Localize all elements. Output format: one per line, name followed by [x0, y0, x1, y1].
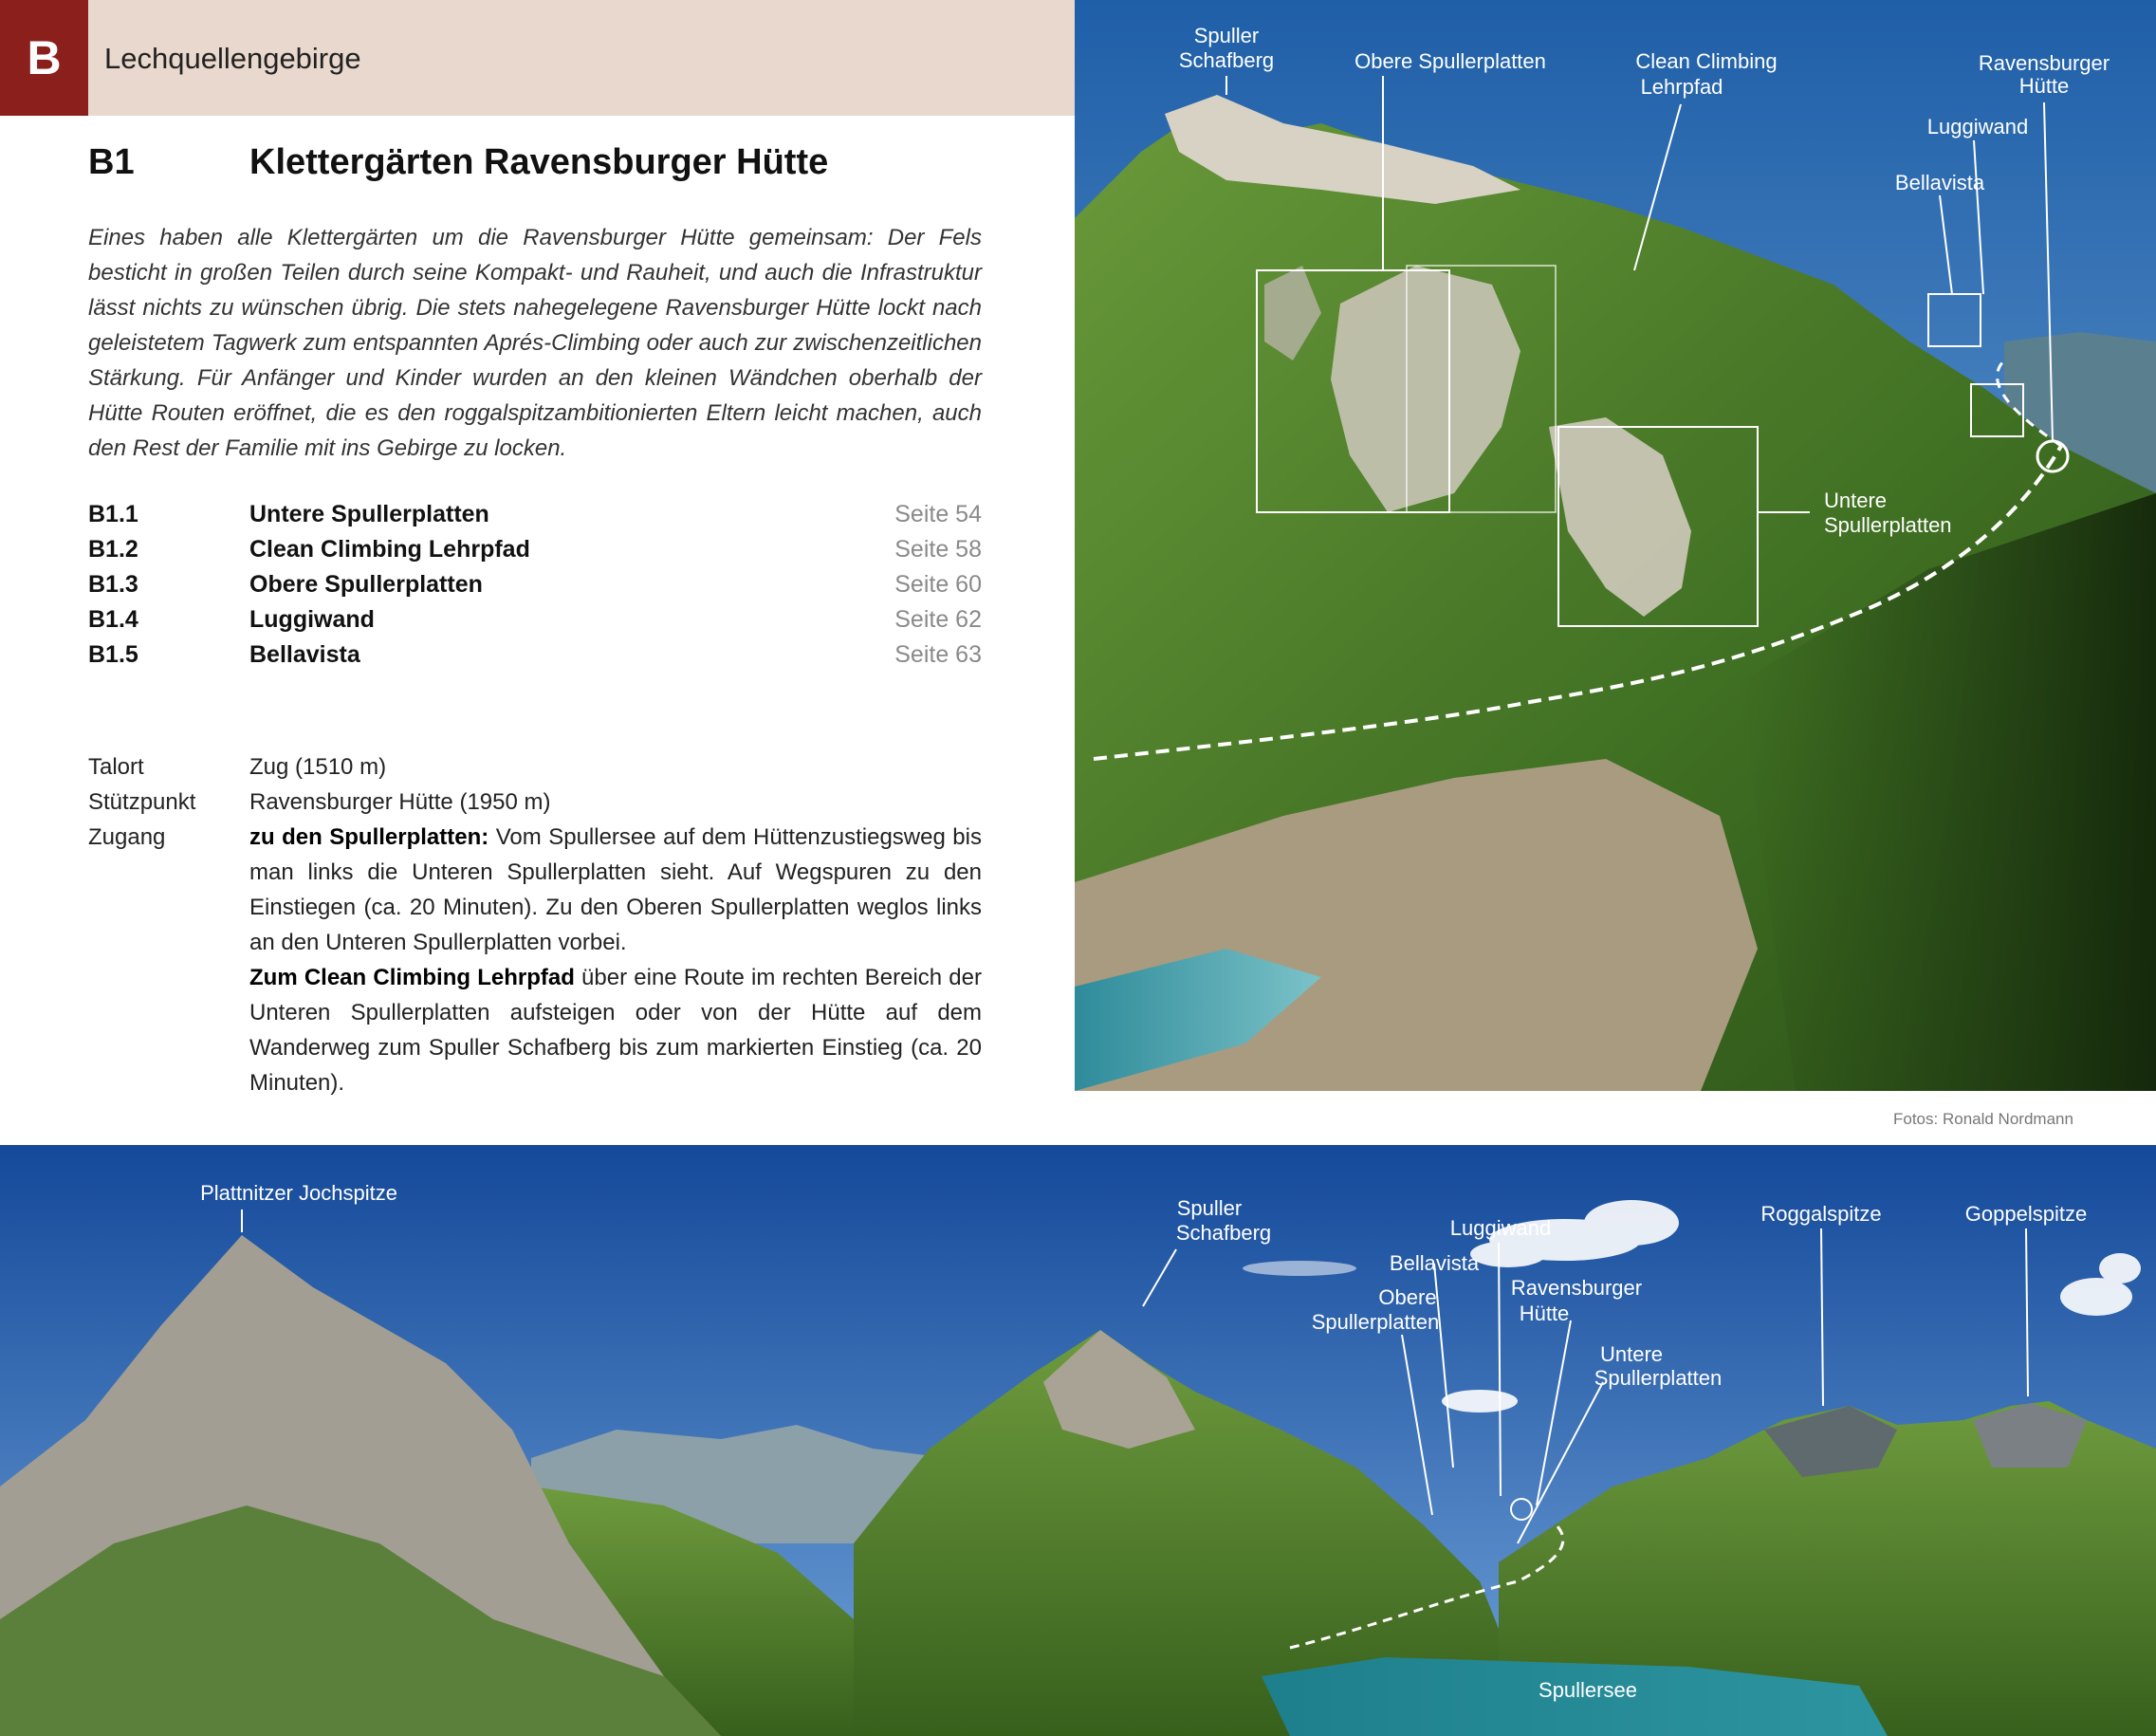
list-item-name: Untere Spullerplatten	[249, 501, 489, 527]
zugang-text-1: Vom Spullersee auf dem Hüttenzustiegsweg bis man links die Unteren Spullerplatten sieht. Auf Wegspuren zu den Einstiegen (ca. 20 Minuten). Zu den Oberen Spullerplatten weglos links an den Unteren Spullerplatten vorbei.	[249, 824, 982, 955]
zugang-heading-1: zu den Spullerplatten:	[249, 824, 489, 850]
list-item-name: Clean Climbing Lehrpfad	[249, 536, 530, 563]
label-untere-spullerplatten: Untere	[1824, 489, 1888, 512]
list-item-page: Seite 54	[894, 501, 982, 527]
list-item-page: Seite 60	[894, 571, 982, 598]
list-item-number: B1.1	[88, 501, 138, 527]
label-bellavista: Bellavista	[1389, 1251, 1480, 1275]
chapter-letter-box	[0, 0, 88, 116]
label-spuller-schafberg: Schafberg	[1178, 48, 1275, 72]
section-number: B1	[88, 142, 135, 182]
list-item-name: Luggiwand	[249, 606, 375, 633]
label-ravensburger-huette: Hütte	[1519, 1302, 1570, 1325]
info-label: Talort	[88, 754, 144, 780]
bottom-panorama-illustration	[0, 1145, 2156, 1736]
crag-list	[88, 501, 982, 676]
info-value	[249, 820, 982, 1100]
label-goppelspitze: Goppelspitze	[1964, 1202, 2088, 1226]
top-photo	[1075, 0, 2156, 1091]
label-luggiwand: Luggiwand	[1926, 115, 2029, 139]
photo-credit: Fotos: Ronald Nordmann	[1893, 1110, 2073, 1128]
label-spuller-schafberg: Spuller	[1176, 1196, 1243, 1220]
list-item	[88, 536, 982, 571]
chapter-header	[0, 0, 1075, 116]
label-untere-spullerplatten: Spullerplatten	[1594, 1366, 1723, 1390]
label-plattnitzer-jochspitze: Plattnitzer Jochspitze	[200, 1181, 397, 1205]
label-luggiwand: Luggiwand	[1449, 1216, 1552, 1240]
list-item-page: Seite 63	[894, 641, 982, 668]
label-obere-spullerplatten: Spullerplatten	[1311, 1310, 1440, 1334]
list-item	[88, 571, 982, 606]
section-title: Klettergärten Ravensburger Hütte	[249, 142, 829, 182]
list-item	[88, 501, 982, 536]
label-clean-climbing: Lehrpfad	[1640, 75, 1723, 99]
zugang-text-2: über eine Route im rechten Bereich der Unteren Spullerplatten aufsteigen oder von der Hütte auf dem Wanderweg zum Spuller Schafberg bis zum markierten Einstieg (ca. 20 Minuten).	[249, 965, 982, 1096]
label-untere-spullerplatten: Untere	[1599, 1342, 1664, 1366]
info-block	[88, 749, 982, 1100]
bottom-panorama	[0, 1145, 2156, 1736]
chapter-title: Lechquellengebirge	[104, 42, 361, 75]
label-bellavista: Bellavista	[1894, 171, 1985, 194]
label-ravensburger-huette: Ravensburger	[1978, 51, 2110, 75]
info-value: Zug (1510 m)	[249, 754, 387, 780]
chapter-letter: B	[27, 31, 62, 84]
list-item-page: Seite 58	[894, 536, 982, 563]
info-row-zugang	[88, 820, 982, 1100]
intro-paragraph: Eines haben alle Klettergärten um die Ravensburger Hütte gemeinsam: Der Fels besticht in großen Teilen durch seine Kompakt- und Rauheit, und auch die Infrastruktur lässt nichts zu wünschen übrig. Die stets nahegelegene Ravensburger Hütte lockt nach geleistetem Tagwerk zum entspannten Aprés-Climbing oder auch zur zwischenzeitlichen Stärkung. Für Anfänger und Kinder wurden an den kleinen Wändchen oberhalb der Hütte Routen eröffnet, die es den roggalspitzambitionierten Eltern leicht machen, auch den Rest der Familie mit ins Gebirge zu locken.	[88, 225, 982, 461]
label-spullersee: Spullersee	[1539, 1678, 1637, 1702]
list-item-number: B1.4	[88, 606, 138, 633]
list-item	[88, 606, 982, 641]
list-item-name: Bellavista	[249, 641, 360, 668]
label-spuller-schafberg: Schafberg	[1175, 1221, 1272, 1245]
list-item-name: Obere Spullerplatten	[249, 571, 483, 598]
list-item-number: B1.3	[88, 571, 138, 598]
info-row-stuetzpunkt	[88, 785, 982, 820]
label-roggalspitze: Roggalspitze	[1760, 1202, 1882, 1226]
info-row-talort	[88, 749, 982, 785]
label-obere-spullerplatten: Obere	[1378, 1285, 1437, 1309]
label-clean-climbing: Clean Climbing	[1635, 49, 1778, 73]
info-label: Zugang	[88, 824, 166, 850]
top-photo-illustration	[1075, 0, 2156, 1091]
info-label: Stützpunkt	[88, 789, 196, 815]
list-item-number: B1.2	[88, 536, 138, 563]
label-ravensburger-huette: Ravensburger	[1510, 1276, 1643, 1300]
list-item	[88, 641, 982, 676]
info-value: Ravensburger Hütte (1950 m)	[249, 789, 551, 815]
list-item-page: Seite 62	[894, 606, 982, 633]
label-ravensburger-huette: Hütte	[2018, 74, 2070, 98]
label-obere-spullerplatten: Obere Spullerplatten	[1354, 49, 1546, 73]
label-untere-spullerplatten: Spullerplatten	[1824, 513, 1952, 537]
label-spuller-schafberg: Spuller	[1193, 24, 1260, 47]
zugang-heading-2: Zum Clean Climbing Lehrpfad	[249, 965, 575, 990]
list-item-number: B1.5	[88, 641, 138, 668]
